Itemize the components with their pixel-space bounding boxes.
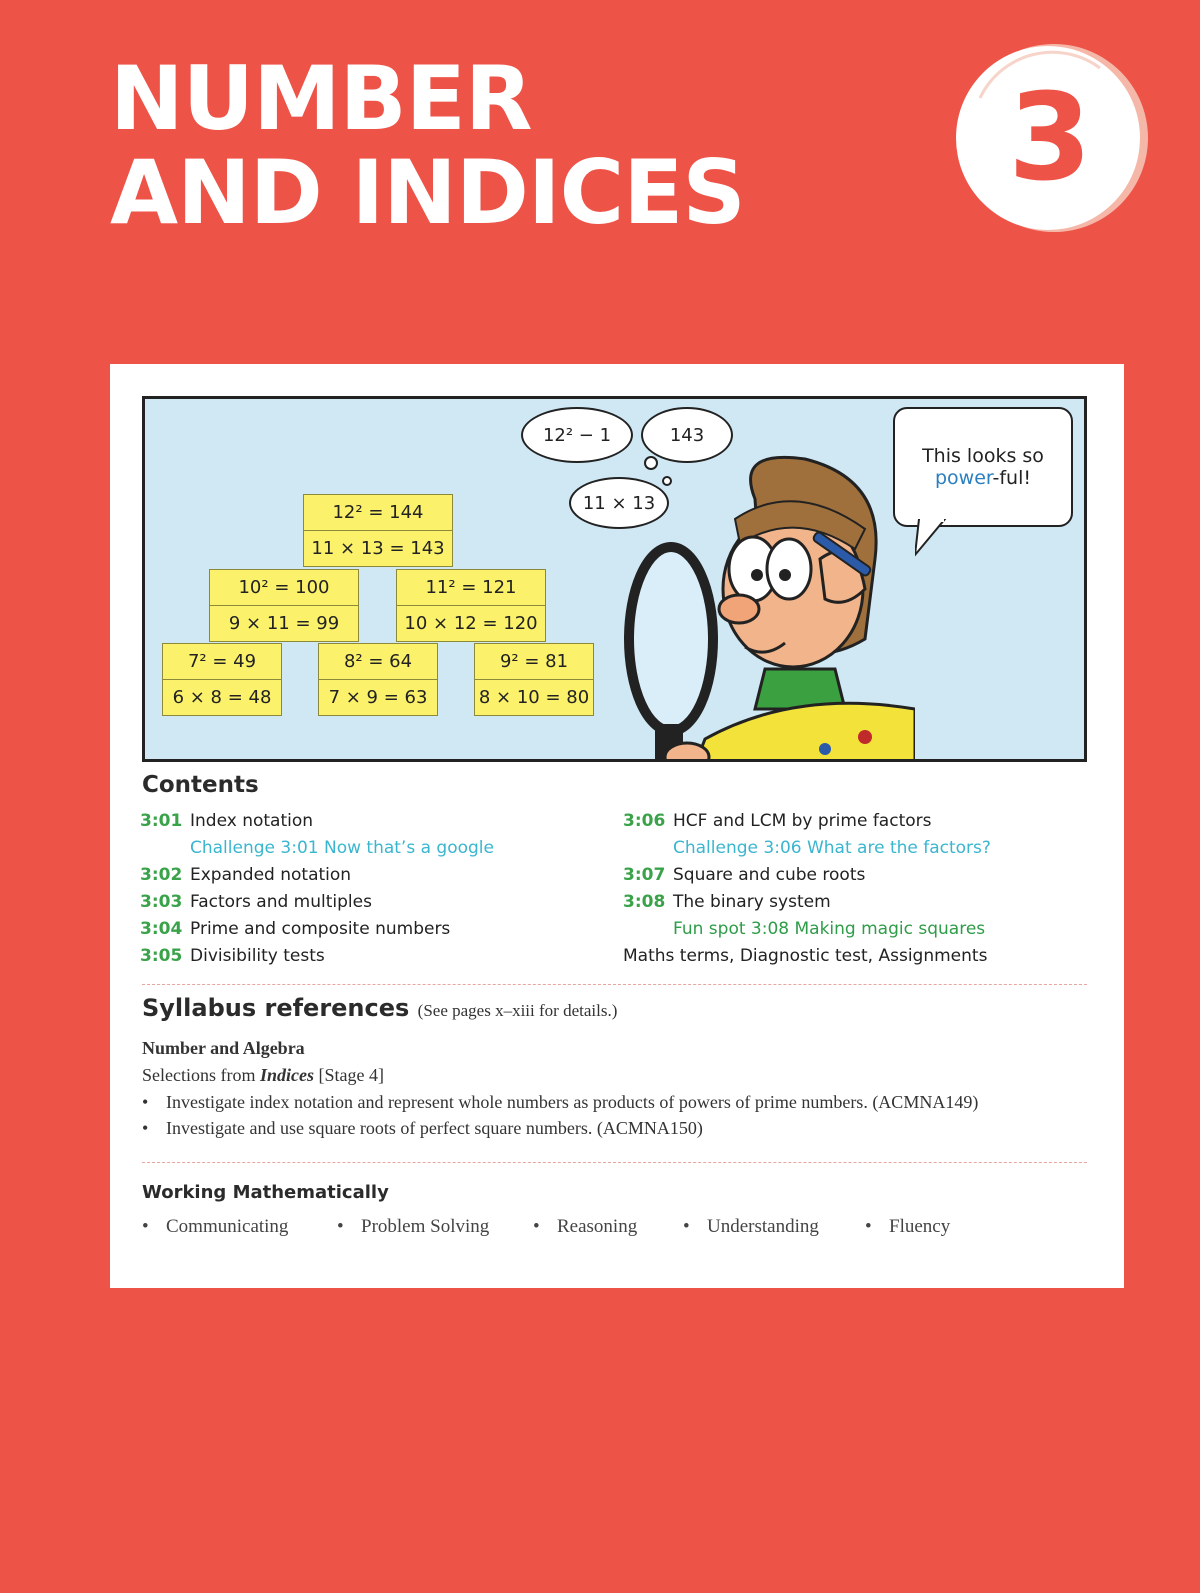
- syllabus-selection: [142, 1065, 384, 1086]
- block-product: 6 × 8 = 48: [163, 679, 281, 715]
- bullet-icon: •: [337, 1216, 344, 1237]
- item-text: Communicating: [166, 1216, 289, 1237]
- contents-item[interactable]: [623, 916, 991, 943]
- content-panel: [110, 364, 1124, 1288]
- item-label: Divisibility tests: [190, 946, 325, 966]
- contents-item[interactable]: [140, 835, 494, 862]
- item-label: Factors and multiples: [190, 892, 372, 912]
- block-product: 8 × 10 = 80: [475, 679, 593, 715]
- item-label: Fun spot 3:08 Making magic squares: [673, 919, 986, 939]
- block-product: 10 × 12 = 120: [397, 605, 545, 641]
- bullet-text: Investigate index notation and represent whole numbers as products of powers of prime numbers. (ACMNA149): [166, 1092, 979, 1112]
- chapter-title-line1: NUMBER: [110, 47, 532, 150]
- contents-item[interactable]: [140, 916, 494, 943]
- bullet-icon: •: [142, 1216, 149, 1237]
- working-math-item: [865, 1216, 950, 1238]
- item-label: Index notation: [190, 811, 314, 831]
- speech-line2: [935, 467, 1031, 489]
- block-square: 8² = 64: [343, 651, 413, 672]
- contents-right-column: [623, 808, 991, 970]
- item-number: 3:03: [140, 892, 183, 912]
- syllabus-title: Syllabus references: [142, 994, 410, 1022]
- contents-item[interactable]: [140, 808, 494, 835]
- pyramid-block: [209, 569, 359, 642]
- item-number: 3:08: [623, 892, 666, 912]
- contents-heading: Contents: [142, 772, 259, 798]
- block-product: 9 × 11 = 99: [210, 605, 358, 641]
- syllabus-heading: [142, 994, 617, 1022]
- bullet-icon: •: [142, 1092, 149, 1112]
- block-product: 11 × 13 = 143: [304, 530, 452, 566]
- chapter-title-line2: AND INDICES: [110, 141, 745, 244]
- working-math-item: [533, 1216, 683, 1238]
- item-text: Reasoning: [557, 1216, 638, 1237]
- item-label: Challenge 3:01 Now that’s a google: [190, 838, 494, 858]
- item-label: Prime and composite numbers: [190, 919, 451, 939]
- item-label: The binary system: [673, 892, 831, 912]
- contents-item[interactable]: [623, 889, 991, 916]
- block-square: 12² = 144: [332, 502, 424, 523]
- item-number: 3:02: [140, 865, 183, 885]
- item-number: 3:05: [140, 946, 183, 966]
- item-number: 3:04: [140, 919, 183, 939]
- bullet-text: Investigate and use square roots of perfect square numbers. (ACMNA150): [166, 1118, 703, 1138]
- speech-bubble: [893, 407, 1073, 527]
- selection-topic: Indices: [259, 1065, 314, 1085]
- selection-prefix: Selections from: [142, 1065, 260, 1085]
- thought-cloud: 143: [641, 407, 733, 463]
- bullet-icon: •: [683, 1216, 690, 1237]
- item-text: Problem Solving: [361, 1216, 490, 1237]
- item-label: Challenge 3:06 What are the factors?: [673, 838, 991, 858]
- item-label: Expanded notation: [190, 865, 352, 885]
- syllabus-bullet: [142, 1092, 978, 1113]
- thought-cloud: 12² − 1: [521, 407, 633, 463]
- divider: [142, 1162, 1087, 1163]
- item-number: 3:06: [623, 811, 666, 831]
- speech-rest: -ful!: [992, 467, 1031, 489]
- thought-cloud: 11 × 13: [569, 477, 669, 529]
- pyramid-block: [303, 494, 453, 567]
- working-math-heading: Working Mathematically: [142, 1182, 389, 1203]
- contents-extra[interactable]: Maths terms, Diagnostic test, Assignments: [623, 946, 988, 966]
- cartoon-illustration: [142, 396, 1087, 762]
- block-square: 10² = 100: [238, 577, 330, 598]
- speech-tail-icon: [915, 519, 955, 559]
- contents-item[interactable]: [140, 889, 494, 916]
- contents-item[interactable]: [140, 862, 494, 889]
- speech-line1: This looks so: [922, 445, 1044, 467]
- pyramid-block: [162, 643, 282, 716]
- item-text: Fluency: [889, 1216, 951, 1237]
- chapter-number-badge: [950, 38, 1150, 238]
- working-math-item: [337, 1216, 533, 1238]
- chapter-number: 3: [1008, 68, 1092, 208]
- pyramid-block: [474, 643, 594, 716]
- bullet-icon: •: [142, 1118, 149, 1138]
- item-number: 3:07: [623, 865, 666, 885]
- contents-item[interactable]: [623, 808, 991, 835]
- working-math-item: [142, 1216, 337, 1238]
- contents-item[interactable]: [623, 835, 991, 862]
- contents-item[interactable]: [623, 862, 991, 889]
- chapter-title: [110, 47, 745, 244]
- item-label: HCF and LCM by prime factors: [673, 811, 932, 831]
- working-math-item: [683, 1216, 865, 1238]
- bullet-icon: •: [533, 1216, 540, 1237]
- item-text: Understanding: [707, 1216, 819, 1237]
- bullet-icon: •: [865, 1216, 872, 1237]
- block-square: 9² = 81: [499, 651, 569, 672]
- block-product: 7 × 9 = 63: [319, 679, 437, 715]
- syllabus-bullet: [142, 1118, 703, 1139]
- selection-suffix: [Stage 4]: [313, 1065, 384, 1085]
- contents-left-column: [140, 808, 494, 970]
- pyramid-block: [396, 569, 546, 642]
- contents-item[interactable]: [140, 943, 494, 970]
- working-math-list: [142, 1216, 950, 1238]
- syllabus-note: (See pages x–xiii for details.): [417, 1001, 618, 1020]
- block-square: 11² = 121: [425, 577, 517, 598]
- pyramid-block: [318, 643, 438, 716]
- item-label: Square and cube roots: [673, 865, 866, 885]
- item-number: 3:01: [140, 811, 183, 831]
- character-icon: [615, 439, 915, 762]
- syllabus-strand: Number and Algebra: [142, 1038, 305, 1058]
- speech-power-word: power: [935, 467, 993, 489]
- block-square: 7² = 49: [187, 651, 257, 672]
- divider: [142, 984, 1087, 985]
